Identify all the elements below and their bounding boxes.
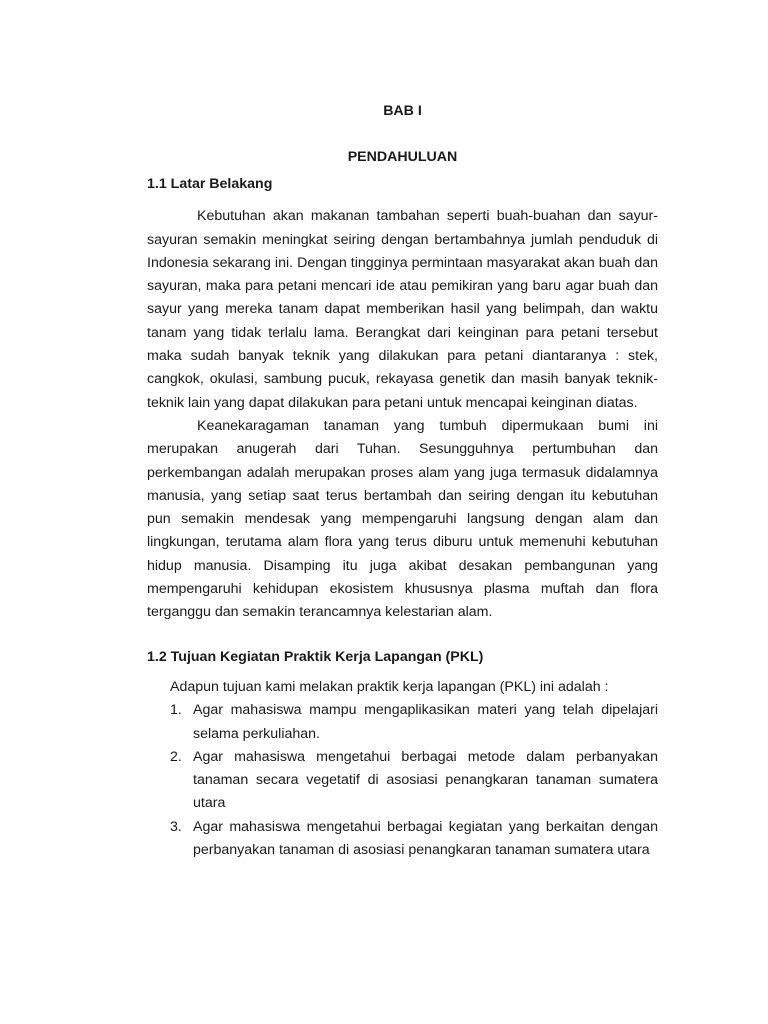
list-item-text: Agar mahasiswa mampu mengaplikasikan materi yang telah dipelajari selama perkuliahan. <box>193 702 658 742</box>
document-body <box>147 100 658 862</box>
list-item-text: Agar mahasiswa mengetahui berbagai kegiatan yang berkaitan dengan perbanyakan tanaman di asosiasi penangkaran tanaman sumatera utara <box>193 818 658 859</box>
objectives-intro: Adapun tujuan kami melakan praktik kerja lapangan (PKL) ini adalah : <box>170 678 609 695</box>
list-item <box>170 699 658 746</box>
paragraph-2: Keanekaragaman tanaman yang tumbuh dipermukaan bumi ini merupakan anugerah dari Tuhan. Sesungguhnya pertumbuhan dan perkembangan adalah merupakan proses alam yang juga termasuk didalamnya manusia, yang setiap saat terus bertambah dan seiring dengan itu kebutuhan pun semakin mendesak yang mempengaruhi langsung dengan alam dan lingkungan, terutama alam flora yang terus diburu untuk memenuhi kebutuhan hidup manusia. Disamping itu juga akibat desakan pembangunan yang mempengaruhi kehidupan ekosistem khususnya plasma muftah dan flora terganggu dan semakin terancamnya kelestarian alam. <box>147 417 658 621</box>
section-heading-latar-belakang: 1.1 Latar Belakang <box>147 176 273 192</box>
list-item <box>170 816 658 863</box>
list-item <box>170 746 658 816</box>
list-item-number: 2. <box>170 748 182 765</box>
list-item-text: Agar mahasiswa mengetahui berbagai metode dalam perbanyakan tanaman secara vegetatif di asosiasi penangkaran tanaman sumatera utara <box>193 748 658 812</box>
objectives-list <box>147 699 658 862</box>
list-item-number: 3. <box>170 818 182 835</box>
paragraph-1: Kebutuhan akan makanan tambahan seperti buah-buahan dan sayur-sayuran semakin meningkat seiring dengan bertambahnya jumlah penduduk di Indonesia sekarang ini. Dengan tingginya permintaan masyarakat akan buah dan sayuran, maka para petani mencari ide atau pemikiran yang baru agar buah dan sayur yang mereka tanam dapat memberikan hasil yang belimpah, dan waktu tanam yang tidak terlalu lama. Berangkat dari keinginan para petani tersebut maka sudah banyak teknik yang dilakukan para petani diantaranya : stek, cangkok, okulasi, sambung pucuk, rekayasa genetik dan masih banyak teknik-teknik lain yang dapat dilakukan para petani untuk mencapai keinginan diatas. <box>147 208 658 411</box>
section-heading-tujuan: 1.2 Tujuan Kegiatan Praktik Kerja Lapangan (PKL) <box>147 648 484 665</box>
chapter-title: BAB I <box>383 103 422 119</box>
list-item-number: 1. <box>170 702 182 719</box>
chapter-subtitle: PENDAHULUAN <box>347 149 458 165</box>
